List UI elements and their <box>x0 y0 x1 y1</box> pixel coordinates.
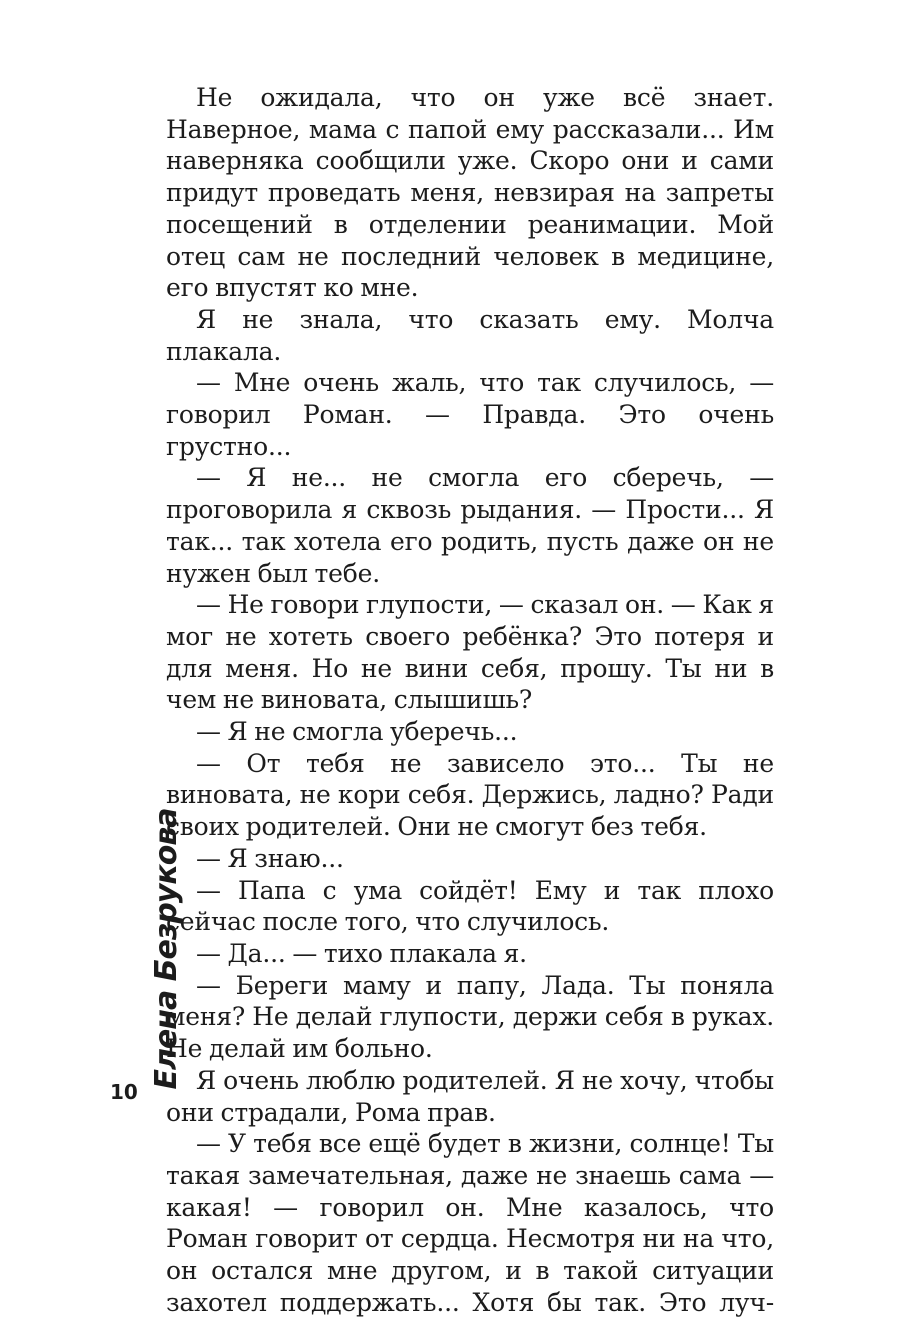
page-text <box>166 82 774 1318</box>
paragraph: Я очень люблю родителей. Я не хочу, чтобы они страдали, Рома прав. <box>166 1065 774 1127</box>
paragraph: — Не говори глупости, — сказал он. — Как я мог не хотеть своего ребёнка? Это потеря и для меня. Но не вини себя, прошу. Ты ни в чем не виновата, слышишь? <box>166 590 774 715</box>
paragraph: — Папа с ума сойдёт! Ему и так плохо сейчас после того, что случилось. <box>166 875 774 937</box>
page-number: 10 <box>110 1080 138 1104</box>
paragraph: — Я не смогла уберечь... <box>196 717 518 747</box>
running-author-name: Елена Безрукова <box>148 808 184 1090</box>
paragraph: Не ожидала, что он уже всё знает. Наверное, мама с папой ему рассказали... Им наверняка сообщили уже. Скоро они и сами придут проведать меня, невзирая на запреты посещений в отделении реанимации. Мой отец сам не последний человек в медицине, его впустят ко мне. <box>166 83 774 303</box>
paragraph: — Я не... не смогла его сберечь, — проговорила я сквозь рыдания. — Прости... Я так... так хотела его родить, пусть даже он не нужен был тебе. <box>166 463 774 588</box>
paragraph: Я не знала, что сказать ему. Молча плакала. <box>166 304 774 366</box>
paragraph: — От тебя не зависело это... Ты не виновата, не кори себя. Держись, ладно? Ради своих родителей. Они не смогут без тебя. <box>166 748 774 842</box>
paragraph: — Я знаю... <box>196 843 344 873</box>
paragraph: — Да... — тихо плакала я. <box>196 938 527 968</box>
paragraph: — Мне очень жаль, что так случилось, — говорил Роман. — Правда. Это очень грустно... <box>166 368 774 461</box>
paragraph: — Береги маму и папу, Лада. Ты поняла меня? Не делай глупости, держи себя в руках. Не делай им больно. <box>166 970 774 1064</box>
paragraph-continued: — У тебя все ещё будет в жизни, солнце! Ты такая замечательная, даже не знаешь сама — какая! — говорил он. Мне казалось, что Роман говорит от сердца. Несмотря ни на что, он остался мне другом, и в такой ситуации захотел поддержать... Хотя бы так. Это луч- <box>166 1129 774 1317</box>
